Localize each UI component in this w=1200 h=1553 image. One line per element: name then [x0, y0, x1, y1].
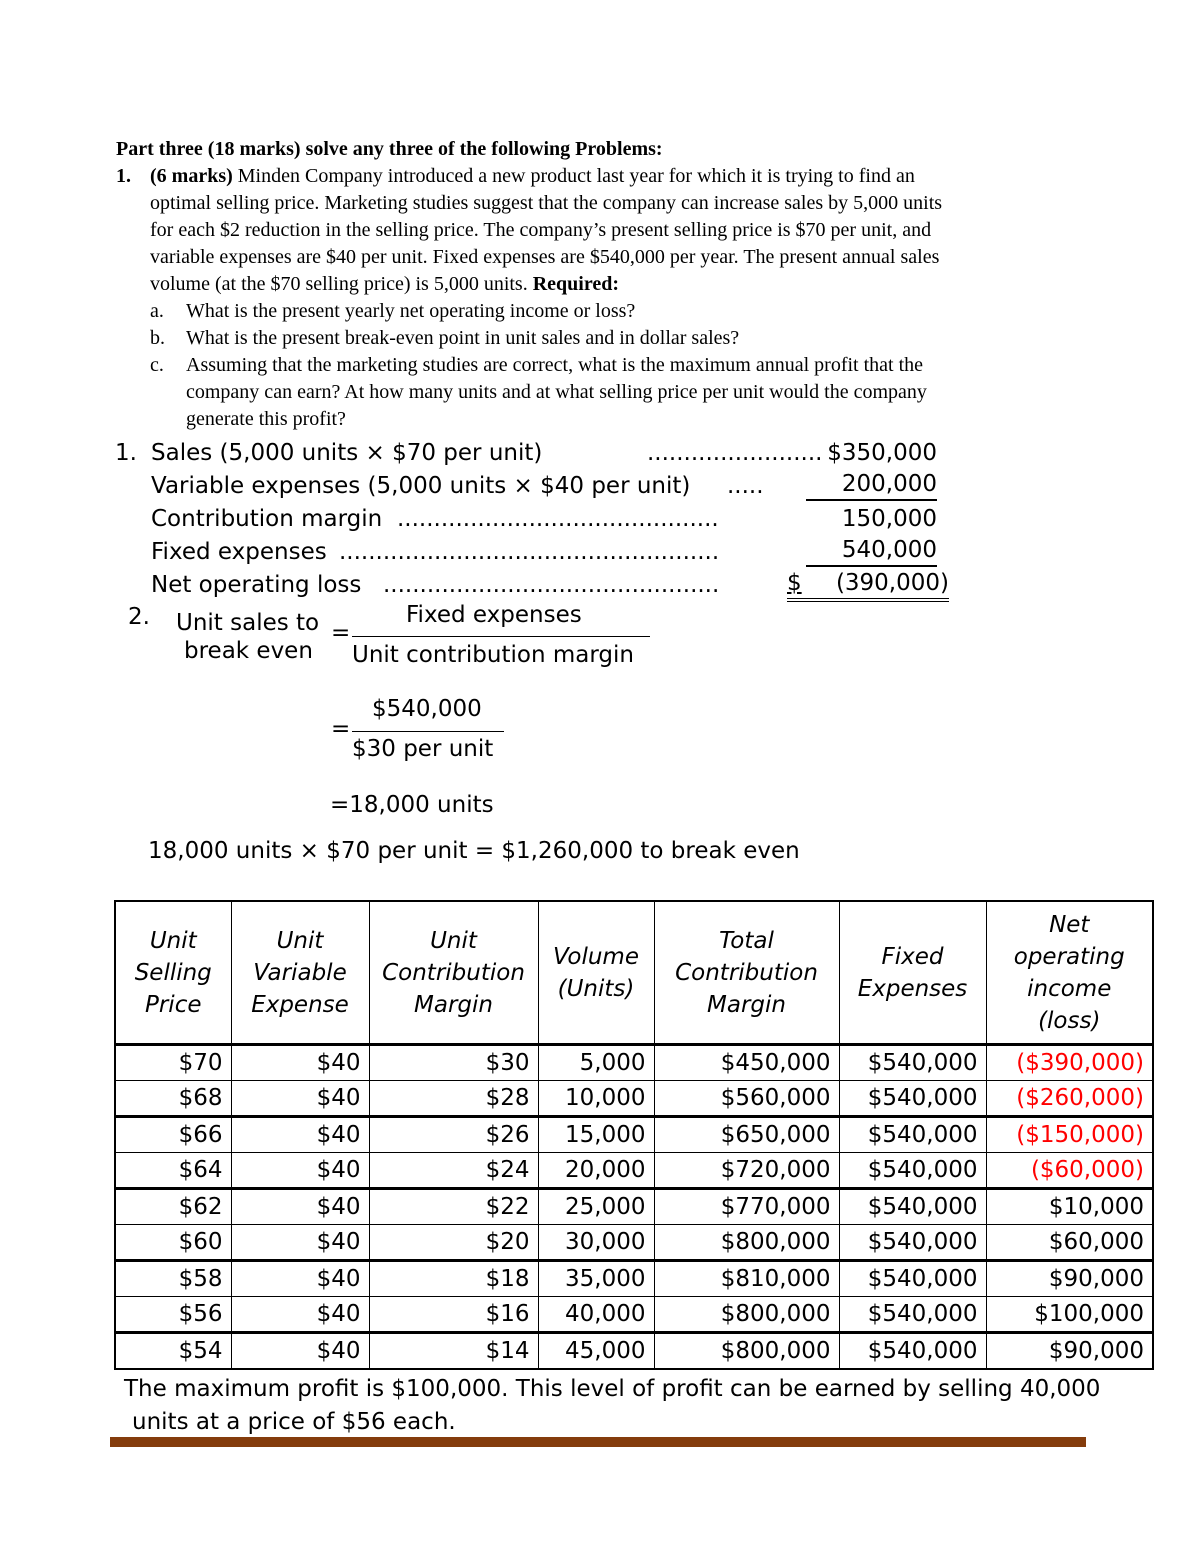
header-unit-variable-expense: Unit Variable Expense: [231, 901, 369, 1045]
required-label: Required:: [532, 273, 620, 295]
net-income-cell: $90,000: [986, 1261, 1153, 1297]
values-denominator: $30 per unit: [352, 736, 494, 762]
amount: $ (390,000): [787, 569, 949, 602]
solution-number: 2.: [128, 604, 150, 630]
net-income-cell: $10,000: [986, 1189, 1153, 1225]
formula-lhs-line1: Unit sales to: [176, 610, 320, 636]
sub-question-a: a. What is the present yearly net operating income or loss?: [150, 300, 636, 322]
conclusion-text: [124, 1373, 1174, 1439]
income-row-net-operating-loss: Net operating loss .............................................. $ (390,000): [115, 569, 965, 602]
header-unit-contribution-margin: Unit Contribution Margin: [369, 901, 538, 1045]
values-numerator: $540,000: [372, 696, 482, 722]
formula-lhs-line2: break even: [184, 638, 313, 664]
fraction-bar: [352, 731, 504, 732]
conclusion-line: The maximum profit is $100,000. This level of profit can be earned by selling 40,000: [124, 1376, 1101, 1402]
solution-number: 1.: [115, 440, 137, 466]
sub-question-b: b. What is the present break-even point in unit sales and in dollar sales?: [150, 327, 740, 349]
question-line: (6 marks) Minden Company introduced a new product last year for which it is trying to find an: [150, 165, 915, 187]
net-income-cell: $60,000: [986, 1225, 1153, 1261]
header-fixed-expenses: Fixed Expenses: [839, 901, 986, 1045]
table-header-row: [115, 901, 1153, 1045]
table-row: $54 $40 $14 45,000 $800,000 $540,000 $90,000: [115, 1333, 1153, 1370]
equals-sign: =: [331, 620, 351, 646]
table-row: $64 $40 $24 20,000 $720,000 $540,000 ($60,000): [115, 1153, 1153, 1189]
income-row-contribution-margin: Contribution margin ............................................ 150,000: [115, 503, 965, 536]
net-loss-cell: ($150,000): [986, 1117, 1153, 1153]
price-volume-table: [114, 900, 1154, 1370]
table-row: $56 $40 $16 40,000 $800,000 $540,000 $100,000: [115, 1297, 1153, 1333]
question-line: optimal selling price. Marketing studies suggest that the company can increase sales by 5,000 units: [150, 192, 943, 214]
question-number: 1.: [116, 165, 131, 187]
part-title: Part three (18 marks) solve any three of the following Problems:: [116, 138, 663, 160]
fraction-bar: [352, 636, 650, 637]
equals-sign: =: [331, 716, 351, 742]
footer-divider: [110, 1437, 1086, 1447]
header-net-operating-income: Net operating income (loss): [986, 901, 1153, 1045]
question-line: variable expenses are $40 per unit. Fixed expenses are $540,000 per year. The present annual sales: [150, 246, 940, 268]
amount: 540,000: [806, 536, 937, 567]
income-row-sales: 1. Sales (5,000 units × $70 per unit) ........................ $350,000: [115, 437, 965, 470]
table-row: $62 $40 $22 25,000 $770,000 $540,000 $10,000: [115, 1189, 1153, 1225]
net-loss-cell: ($390,000): [986, 1045, 1153, 1081]
table-row: $58 $40 $18 35,000 $810,000 $540,000 $90,000: [115, 1261, 1153, 1297]
table-row: $66 $40 $26 15,000 $650,000 $540,000 ($150,000): [115, 1117, 1153, 1153]
amount: 150,000: [841, 506, 937, 532]
question-marks: (6 marks): [150, 165, 233, 187]
break-even-dollar-sales: 18,000 units × $70 per unit = $1,260,000 to break even: [148, 838, 800, 864]
table-row: $60 $40 $20 30,000 $800,000 $540,000 $60,000: [115, 1225, 1153, 1261]
net-loss-cell: ($60,000): [986, 1153, 1153, 1189]
header-total-contribution-margin: Total Contribution Margin: [654, 901, 839, 1045]
break-even-calculation: [0, 600, 1200, 880]
amount: 200,000: [806, 470, 937, 501]
formula-numerator: Fixed expenses: [406, 602, 582, 628]
net-income-cell: $100,000: [986, 1297, 1153, 1333]
income-row-fixed-expenses: Fixed expenses .................................................... 540,000: [151, 537, 937, 565]
question-1: [116, 163, 1096, 298]
net-income-cell: $90,000: [986, 1333, 1153, 1370]
amount: $350,000: [827, 440, 937, 466]
income-row-variable-expenses: Variable expenses (5,000 units × $40 per unit) ..... 200,000: [151, 471, 937, 499]
problem-statement: [116, 136, 1096, 433]
table-row: $70 $40 $30 5,000 $450,000 $540,000 ($390,000): [115, 1045, 1153, 1081]
header-volume-units: Volume (Units): [538, 901, 654, 1045]
header-unit-selling-price: Unit Selling Price: [115, 901, 231, 1045]
break-even-units-result: =18,000 units: [330, 792, 494, 818]
sub-question-c: c. Assuming that the marketing studies are correct, what is the maximum annual profit that the company can earn? At how many units and at what selling price per unit would the company generate this profit?: [150, 354, 927, 430]
question-line: for each $2 reduction in the selling price. The company’s present selling price is $70 per unit, and: [150, 219, 932, 241]
question-line: volume (at the $70 selling price) is 5,000 units. Required:: [150, 273, 620, 295]
formula-denominator: Unit contribution margin: [352, 642, 634, 668]
income-statement: [115, 437, 965, 602]
question-text: [150, 163, 1096, 298]
net-loss-cell: ($260,000): [986, 1081, 1153, 1117]
conclusion-line: units at a price of $56 each.: [132, 1409, 456, 1435]
table-row: $68 $40 $28 10,000 $560,000 $540,000 ($260,000): [115, 1081, 1153, 1117]
